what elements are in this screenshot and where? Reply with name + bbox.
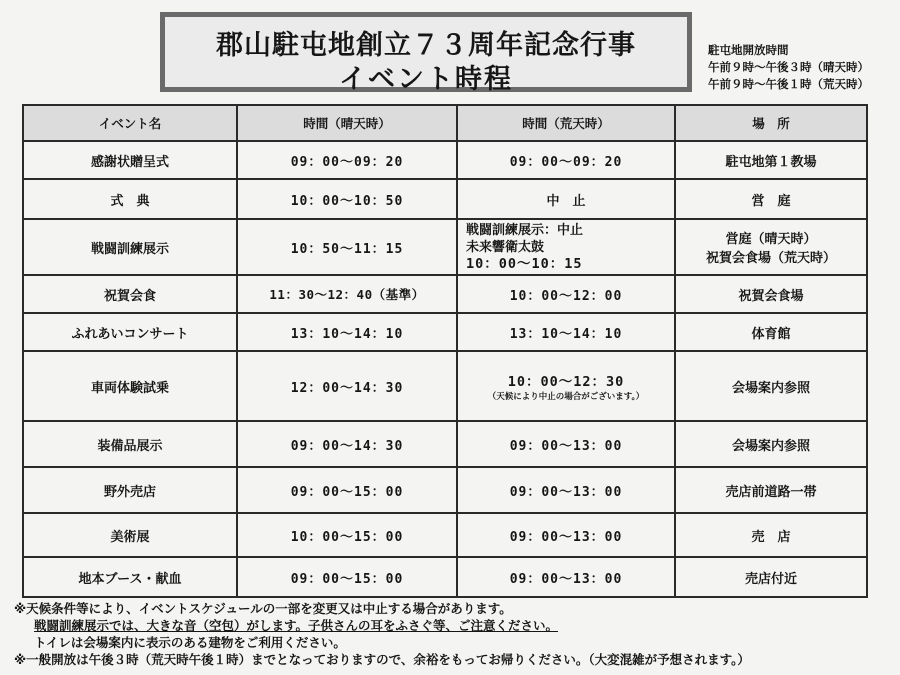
time-rain: 09：00～13：00: [457, 421, 675, 467]
time-fine: 12：00～14：30: [237, 351, 457, 421]
place: 会場案内参照: [675, 351, 867, 421]
time-fine: 11：30～12：40（基準）: [237, 275, 457, 313]
time-rain: 09：00～13：00: [457, 513, 675, 557]
place: 営 庭: [675, 179, 867, 219]
rain-note-cancel: 戦闘訓練展示：中止: [466, 222, 584, 238]
page-subtitle: イベント時程: [339, 64, 513, 95]
time-rain: 10：00～12：00: [457, 275, 675, 313]
event-name: 野外売店: [23, 467, 237, 513]
time-rain: 09：00～13：00: [457, 557, 675, 597]
table-row: [23, 275, 867, 313]
opening-hours-fine: 午前９時～午後３時（晴天時）: [708, 60, 869, 74]
time-rain: 13：10～14：10: [457, 313, 675, 351]
table-row: [23, 219, 867, 275]
event-name: 感謝状贈呈式: [23, 141, 237, 179]
time-fine: 13：10～14：10: [237, 313, 457, 351]
place: 祝賀会食場: [675, 275, 867, 313]
event-name: ふれあいコンサート: [23, 313, 237, 351]
place: 売 店: [675, 513, 867, 557]
table-row: [23, 313, 867, 351]
header-place: 場 所: [675, 105, 867, 141]
schedule-table: [22, 104, 868, 598]
notes: [14, 600, 890, 668]
event-name: 地本ブース・献血: [23, 557, 237, 597]
time-fine: 09：00～09：20: [237, 141, 457, 179]
table-row: [23, 513, 867, 557]
place: [675, 219, 867, 275]
rain-note-time: 10：00～10：15: [466, 255, 583, 272]
table-row: [23, 557, 867, 597]
place: 売店付近: [675, 557, 867, 597]
table-row: [23, 421, 867, 467]
place-fine: 営庭（晴天時）: [725, 232, 817, 247]
rain-weather-note: （天候により中止の場合がございます。）: [487, 392, 645, 402]
place-rain: 祝賀会食場（荒天時）: [705, 251, 836, 266]
time-fine: 09：00～15：00: [237, 467, 457, 513]
rain-time: 10：00～12：30: [507, 374, 625, 390]
note-toilet: トイレは会場案内に表示のある建物をご利用ください。: [34, 635, 346, 650]
header-time-rain: 時間（荒天時）: [457, 105, 675, 141]
page-title: 郡山駐屯地創立７３周年記念行事: [216, 30, 636, 61]
event-name: 装備品展示: [23, 421, 237, 467]
opening-hours-rain: 午前９時～午後１時（荒天時）: [708, 77, 869, 91]
event-name: 式 典: [23, 179, 237, 219]
title-box: [160, 12, 692, 95]
place: 売店前道路一帯: [675, 467, 867, 513]
opening-hours: [708, 42, 869, 93]
table-row: [23, 141, 867, 179]
note-weather: ※天候条件等により、イベントスケジュールの一部を変更又は中止する場合があります。: [14, 601, 512, 616]
header-time-fine: 時間（晴天時）: [237, 105, 457, 141]
event-name: 戦闘訓練展示: [23, 219, 237, 275]
event-name: 祝賀会食: [23, 275, 237, 313]
time-fine: 10：00～15：00: [237, 513, 457, 557]
time-rain: [457, 351, 675, 421]
time-fine: 09：00～14：30: [237, 421, 457, 467]
opening-hours-label: 駐屯地開放時間: [708, 43, 789, 57]
rain-note-taiko: 未来響衛太鼓: [466, 239, 545, 255]
place: 会場案内参照: [675, 421, 867, 467]
table-row: [23, 179, 867, 219]
place: 駐屯地第１教場: [675, 141, 867, 179]
time-rain: [457, 219, 675, 275]
event-name: 美術展: [23, 513, 237, 557]
event-name: 車両体験試乗: [23, 351, 237, 421]
table-header-row: [23, 105, 867, 141]
time-fine: 10：00～10：50: [237, 179, 457, 219]
header-event: イベント名: [23, 105, 237, 141]
time-rain: 中 止: [457, 179, 675, 219]
table-row: [23, 467, 867, 513]
time-rain: 09：00～13：00: [457, 467, 675, 513]
time-fine: 10：50～11：15: [237, 219, 457, 275]
note-closing: ※一般開放は午後３時（荒天時午後１時）までとなっておりますので、余裕をもってお帰りください。（大変混雑が予想されます。）: [14, 652, 750, 667]
note-noise: 戦闘訓練展示では、大きな音（空包）がします。子供さんの耳をふさぐ等、ご注意ください。: [34, 618, 559, 633]
time-fine: 09：00～15：00: [237, 557, 457, 597]
place: 体育館: [675, 313, 867, 351]
table-row: [23, 351, 867, 421]
time-rain: 09：00～09：20: [457, 141, 675, 179]
